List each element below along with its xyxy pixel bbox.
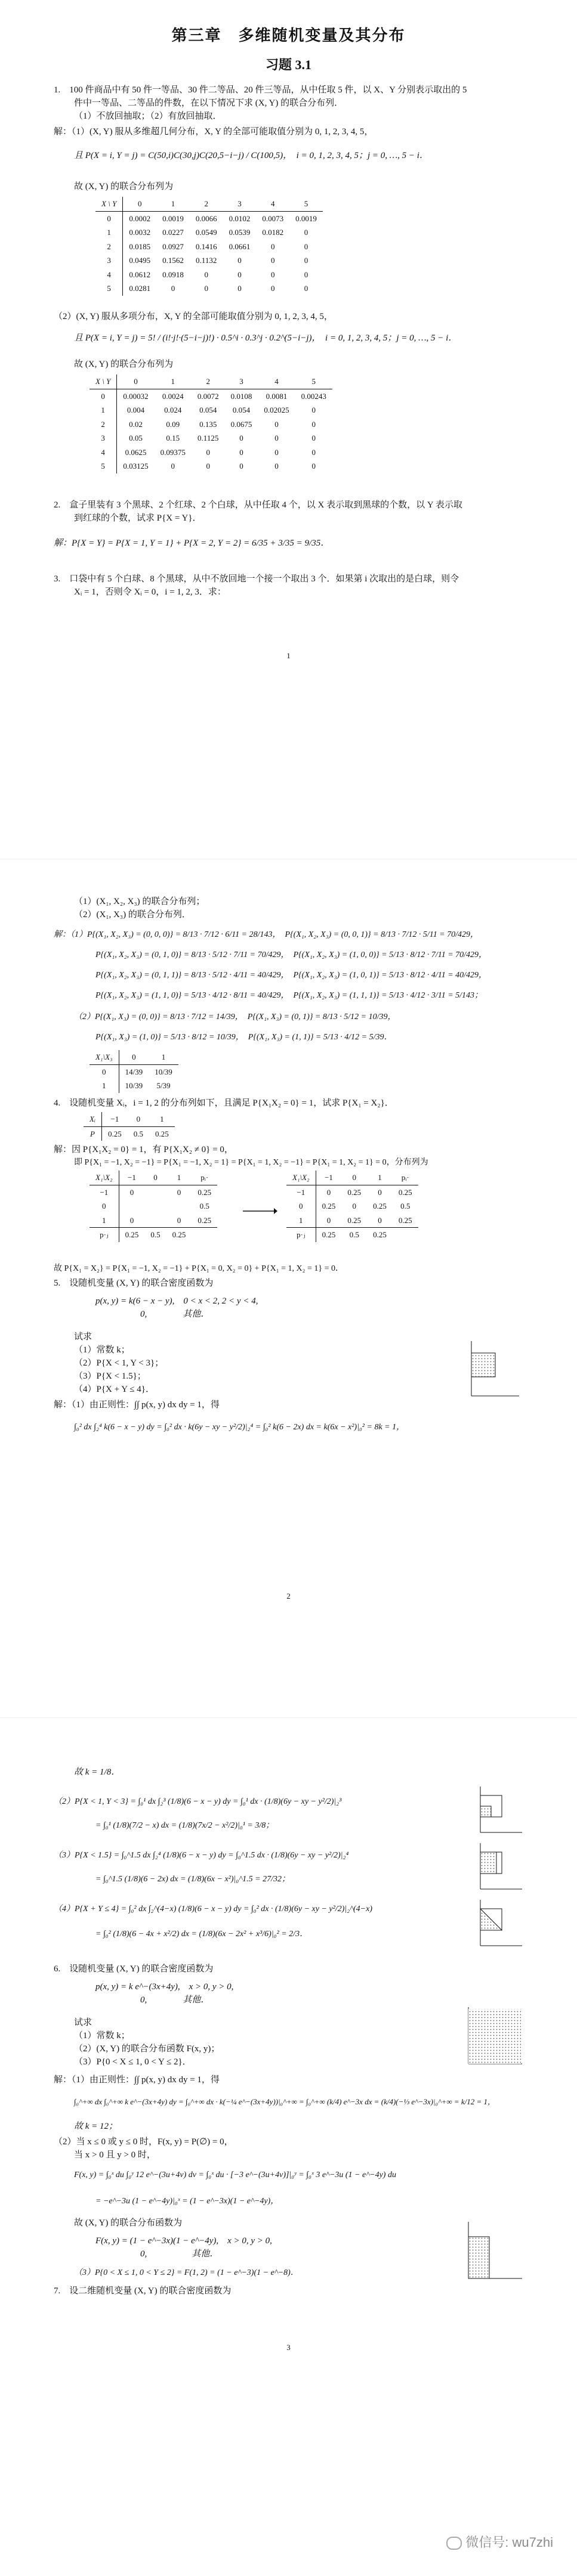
s5-formula: ∫₀² dx ∫₂⁴ k(6 − x − y) dy = ∫₀² dx · k(6y − xy − y²/2)|₂⁴ = ∫₀² k(6 − 2x) dx = k(6x − x²)|₀² = 8k = 1， xyxy=(74,1423,405,1432)
t5-cell: 0.25 xyxy=(398,1187,412,1197)
t5-col: −1 xyxy=(119,1171,144,1185)
t5-cell: 0 xyxy=(177,1187,181,1197)
region-plot-q6-3 xyxy=(459,2219,525,2284)
table2-cell: 0.02 xyxy=(129,419,143,429)
t4-v: 1 xyxy=(149,1112,175,1126)
t5-cell: 0 xyxy=(378,1187,382,1197)
p3-line-1: （3）P{X < 1.5} = ∫₀^1.5 dx ∫₂⁴ (1/8)(6 − x − y) dy = ∫₀^1.5 dx · (1/8)(6y − xy − y²/2)|₂⁴ xyxy=(54,1851,349,1860)
table1-cell: 0.0927 xyxy=(162,242,184,251)
page-number: 1 xyxy=(286,651,291,660)
q3-ask-2: （2）(X₁, X₃) 的联合分布列． xyxy=(74,910,191,919)
table2-cell: 0.00243 xyxy=(301,391,326,401)
table2-cell: 0 xyxy=(206,462,210,470)
wechat-icon xyxy=(446,2537,462,2550)
t2-col: 3 xyxy=(225,374,258,389)
t5-cell xyxy=(144,1213,166,1228)
table1-cell: 0.0185 xyxy=(129,242,151,251)
table2-cell: 0.054 xyxy=(199,405,217,414)
table2-row-head: 5 xyxy=(90,459,117,473)
table2-cell: 0.135 xyxy=(199,419,217,429)
table2-cell: 0 xyxy=(311,405,316,414)
p2-line-2: = ∫₀¹ (1/8)(7/2 − x) dx = (1/8)(7x/2 − x²/2)|₀¹ = 3/8； xyxy=(95,1821,274,1830)
t5-cell: 0.5 xyxy=(400,1202,411,1210)
table2-row-head: 1 xyxy=(90,403,117,417)
q1-text: 1. 100 件商品中有 50 件一等品、30 件二等品、20 件三等品，从中任取 5 件，以 X、Y 分别表示取出的 5 xyxy=(54,85,467,95)
t5-cell: 0.25 xyxy=(322,1202,336,1210)
p4-line-2: = ∫₀² (1/8)(6 − 4x + x²/2) dx = (1/8)(6x − 2x² + x³/6)|₀² = 2/3． xyxy=(95,1930,308,1939)
t5-cell: 0 xyxy=(177,1215,181,1225)
t2-col: 5 xyxy=(295,374,332,389)
q6-a2: （2）(X, Y) 的联合分布函数 F(x, y)； xyxy=(74,2044,220,2054)
q2-text-2: 到红球的个数，试求 P{X = Y}． xyxy=(74,513,202,523)
arrow-icon xyxy=(242,1205,277,1217)
joint-table-x1x2-partial: X₁\X₂ −1 0 1 pᵢ· −1 0 0 0.25 0 0.5 1 0 0 0.25 p·ⱼ 0.25 0.5 0.25 xyxy=(90,1171,217,1242)
table1-cell: 0.0102 xyxy=(229,213,251,223)
t5-row-head: 0 xyxy=(286,1199,316,1213)
t5-cell: 0.25 xyxy=(347,1187,362,1197)
f4: = −e^−3u (1 − e^−4y)|₀ˣ = (1 − e^−3x)(1 − e^−4y)， xyxy=(95,2197,279,2206)
table2-cell: 0.0108 xyxy=(230,391,252,401)
t1-col: 3 xyxy=(223,197,257,211)
q5-text: 5. 设随机变量 (X, Y) 的联合密度函数为 xyxy=(54,1278,214,1288)
t4-p: P xyxy=(84,1126,102,1141)
t4-v: 0 xyxy=(128,1112,149,1126)
q5-a2: （2）P{X < 1, Y < 3}； xyxy=(74,1358,164,1368)
p4-line-1: （4）P{X + Y ≤ 4} = ∫₀² dx ∫₂^(4−x) (1/8)(6 − x − y) dy = ∫₀² dx · (1/8)(6y − xy − y²/2)|₂^(4−x) xyxy=(54,1905,372,1914)
t2-col: 4 xyxy=(258,374,295,389)
t1-corner-y: Y xyxy=(112,199,117,208)
table1-cell: 0.0918 xyxy=(162,270,184,279)
s1-text: 解：（1）(X, Y) 服从多维超几何分布，X, Y 的全部可能取值分别为 0, 1, 2, 3, 4, 5， xyxy=(54,127,374,137)
t5-cx: X₂ xyxy=(302,1173,310,1182)
t5-col: 0 xyxy=(144,1171,166,1185)
region-plot-p4 xyxy=(471,1897,525,1950)
t3-c1: 0 xyxy=(119,1050,149,1064)
table2-cell: 0 xyxy=(239,434,243,442)
t5-rx: X₁ xyxy=(95,1173,103,1182)
dist-table-xi xyxy=(84,1112,175,1141)
s5-text: 解：（1）由正则性：∫∫ p(x, y) dx dy = 1，得 xyxy=(54,1400,220,1410)
chapter-title: 第三章 多维随机变量及其分布 xyxy=(171,27,406,44)
t4-h: Xᵢ xyxy=(84,1112,102,1126)
q3-text-2: Xᵢ = 1，否则令 Xᵢ = 0，i = 1, 2, 3．求： xyxy=(74,587,226,597)
table1-cell: 0 xyxy=(237,270,242,279)
table2-cell: 0 xyxy=(311,462,316,470)
region-plot-q5 xyxy=(459,1336,525,1402)
table1-row-head: 5 xyxy=(95,281,123,296)
joint-table-1: X \ Y 0 1 2 3 4 5 0 0.0002 0.0019 0.0066 0.0102 0.0073 0.0019 1 0.0032 0.0227 0.0549 0.0539 0.0182 0 2 0.0185 0.0927 0.1416 0.0661 0 0 3 0.0495 0.1562 0.1132 0 0 0 4 0.0612 0.0918 0 0 0 0 5 0.0281 0 0 0 0 0 xyxy=(95,197,323,296)
t5-row-head: −1 xyxy=(286,1185,316,1199)
t2-col: 2 xyxy=(192,374,225,389)
t1-corner-x: X xyxy=(101,199,106,208)
table1-cell: 0 xyxy=(237,256,242,265)
t5-row-head: 1 xyxy=(90,1213,119,1228)
t3-v12: 10/39 xyxy=(155,1067,172,1076)
q3-ask-1: （1）(X₁, X₂, X₃) 的联合分布列； xyxy=(74,897,205,906)
k2-value: 故 k = 12； xyxy=(74,2122,118,2131)
q6-formula: p(x, y) = k e^−(3x+4y), x > 0, y > 0, xyxy=(95,1982,234,1992)
t5-col: pᵢ· xyxy=(393,1171,418,1185)
t5-cell: 0 xyxy=(352,1202,356,1210)
table1-row-head: 1 xyxy=(95,225,123,240)
table1-cell: 0 xyxy=(270,256,275,265)
q6-formula-2: 0, 其他． xyxy=(95,1995,210,2005)
page-1 xyxy=(0,0,577,859)
f7: 0, 其他． xyxy=(95,2249,219,2259)
t5-cell: 0.25 xyxy=(198,1187,212,1197)
table2-cell: 0.15 xyxy=(166,434,180,442)
s2-formula: 且 P(X = i, Y = j) = 5! / (i!·j!·(5−i−j)!) · 0.5^i · 0.3^j · 0.2^(5−i−j)， i = 0, 1, 2, 3, 4, 5；j = 0, …, 5 − i． xyxy=(74,333,458,343)
s4b: 即 P{X₁ = −1, X₂ = −1} = P{X₁ = −1, X₂ = 1} = P{X₁ = 1, X₂ = −1} = P{X₁ = 1, X₂ = 1} = 0，分布列为 xyxy=(74,1158,428,1167)
table1-row-head: 4 xyxy=(95,268,123,282)
t5-rx: X₁ xyxy=(292,1173,300,1182)
t5-pjs: 0.25 xyxy=(172,1230,186,1239)
t3-v21: 10/39 xyxy=(125,1081,143,1090)
table1-cell: 0.1132 xyxy=(196,256,217,265)
q6-text: 6. 设随机变量 (X, Y) 的联合密度函数为 xyxy=(54,1964,214,1974)
table1-cell: 0.0661 xyxy=(229,242,251,251)
t4-v: −1 xyxy=(102,1112,128,1126)
s2-table-caption: 故 (X, Y) 的联合分布列为 xyxy=(74,360,174,369)
joint-table-x1x2-full: X₁\X₂ −1 0 1 pᵢ· −1 0 0.25 0 0.25 0 0.25 0 0.25 0.5 1 0 0.25 0 0.25 p·ⱼ 0.25 0.5 0.25 xyxy=(286,1171,418,1242)
table1-cell: 0.0227 xyxy=(162,228,184,237)
table1-cell: 0.0002 xyxy=(129,213,151,223)
t1-col: 5 xyxy=(289,197,323,211)
table2-cell: 0.0081 xyxy=(266,391,288,401)
table2-cell: 0.0072 xyxy=(197,391,219,401)
table2-cell: 0.054 xyxy=(232,405,251,414)
t1-col: 1 xyxy=(156,197,190,211)
q2-text: 2. 盒子里装有 3 个黑球、2 个红球、2 个白球，从中任取 4 个，以 X 表示取到黑球的个数，以 Y 表示取 xyxy=(54,500,462,510)
region-plot-p3 xyxy=(471,1840,525,1894)
t5-cell xyxy=(144,1199,166,1213)
table1-cell: 0 xyxy=(304,228,308,237)
q4-text: 4. 设随机变量 Xᵢ，i = 1, 2 的分布列如下，且满足 P{X₁X₂ = 0} = 1，试求 P{X₁ = X₂}． xyxy=(54,1098,394,1108)
t3-r2: 1 xyxy=(90,1079,119,1093)
t5-col: pᵢ· xyxy=(192,1171,217,1185)
s1-formula: 且 P(X = i, Y = j) = C(50,i)C(30,j)C(20,5−i−j) / C(100,5)， i = 0, 1, 2, 3, 4, 5；j = 0, …, 5 − i． xyxy=(74,151,428,160)
s6-formula: ∫₀^+∞ dx ∫₀^+∞ k e^−(3x+4y) dy = ∫₀^+∞ dx · k(−¼ e^−(3x+4y))|₀^+∞ = ∫₀^+∞ (k/4) e^−3x dx = (k/4)(−⅓ e^−3x)|₀^+∞ = k/12 = 1， xyxy=(74,2097,496,2106)
f8: （3）P{0 < X ≤ 1, 0 < Y ≤ 2} = F(1, 2) = (1 − e^−3)(1 − e^−8)． xyxy=(74,2268,299,2277)
t2-corner-y: Y xyxy=(106,377,111,386)
k-value: 故 k = 1/8． xyxy=(74,1767,121,1777)
region-plot-q6 xyxy=(459,2004,525,2070)
t1-col: 4 xyxy=(256,197,289,211)
page-number: 2 xyxy=(286,1592,291,1600)
table1-cell: 0 xyxy=(204,284,208,293)
s6-text: 解：（1）由正则性：∫∫ p(x, y) dx dy = 1，得 xyxy=(54,2075,220,2085)
q7-text: 7. 设二维随机变量 (X, Y) 的联合密度函数为 xyxy=(54,2286,232,2296)
s4a: 解：因 P{X₁X₂ = 0} = 1，有 P{X₁X₂ ≠ 0} = 0， xyxy=(54,1145,233,1154)
table1-row-head: 0 xyxy=(95,211,123,225)
t5-cell: 0 xyxy=(129,1187,134,1197)
s2-text: （2）(X, Y) 服从多项分布，X, Y 的全部可能取值分别为 0, 1, 2, 3, 4, 5， xyxy=(54,312,333,321)
joint-table-2: X \ Y 0 1 2 3 4 5 0 0.00032 0.0024 0.0072 0.0108 0.0081 0.00243 1 0.004 0.024 0.054 0.054 0.02025 0 2 0.02 0.09 0.135 0.0675 0 0 3 0.05 0.15 0.1125 0 0 0 4 0.0625 0.09375 0 0 0 0 5 0.03125 0 0 0 0 0 xyxy=(90,374,332,473)
table1-cell: 0 xyxy=(171,284,175,293)
t5-col: 1 xyxy=(166,1171,192,1185)
t5-cx: X₂ xyxy=(105,1173,113,1182)
table2-row-head: 2 xyxy=(90,417,117,432)
t5-cell: 0.25 xyxy=(398,1215,412,1225)
table1-cell: 0 xyxy=(270,242,275,251)
marginal-table-x1x3: X₁\X₃ 0 1 0 14/39 10/39 1 10/39 5/39 xyxy=(90,1050,178,1093)
t5-cell: 0 xyxy=(378,1215,382,1225)
table1-cell: 0.0032 xyxy=(129,228,151,237)
table1-cell: 0 xyxy=(304,242,308,251)
table2-cell: 0.05 xyxy=(129,434,143,442)
table2-cell: 0 xyxy=(171,462,175,470)
table2-cell: 0.09375 xyxy=(160,447,186,457)
watermark-text: 微信号: wu7zhi xyxy=(465,2535,553,2550)
page-number: 3 xyxy=(286,2343,291,2352)
table1-row-head: 3 xyxy=(95,253,123,268)
table2-cell: 0.1125 xyxy=(198,434,219,442)
page-2 xyxy=(0,859,577,1718)
table2-cell: 0 xyxy=(311,447,316,457)
f6: F(x, y) = (1 − e^−3x)(1 − e^−4y), x > 0, y > 0, xyxy=(95,2236,272,2246)
table1-cell: 0.0073 xyxy=(262,213,284,223)
table2-cell: 0 xyxy=(311,419,316,429)
t2-col: 0 xyxy=(117,374,155,389)
table2-cell: 0.09 xyxy=(166,419,180,429)
t3-v11: 14/39 xyxy=(125,1067,143,1076)
table2-cell: 0.024 xyxy=(164,405,182,414)
p3-line-2: = ∫₀^1.5 (1/8)(6 − 2x) dx = (1/8)(6x − x²)|₀^1.5 = 27/32； xyxy=(95,1875,290,1884)
q1-text-2: 件中一等品、二等品的件数，在以下情况下求 (X, Y) 的联合分布列． xyxy=(74,98,344,108)
t5-col: 0 xyxy=(341,1171,367,1185)
table1-cell: 0.0066 xyxy=(195,213,217,223)
table1-cell: 0 xyxy=(304,270,308,279)
table1-cell: 0.0019 xyxy=(162,213,184,223)
t5-col: −1 xyxy=(316,1171,341,1185)
t5-pjs: 0.25 xyxy=(373,1230,387,1239)
q5-a4: （4）P{X + Y ≤ 4}． xyxy=(74,1385,155,1394)
t5-col: 1 xyxy=(367,1171,393,1185)
t5-cell: 0.5 xyxy=(199,1202,209,1210)
table2-cell: 0 xyxy=(311,434,316,442)
table1-cell: 0.0549 xyxy=(195,228,217,237)
table1-cell: 0 xyxy=(304,256,308,265)
table2-cell: 0 xyxy=(274,419,279,429)
table2-cell: 0.0024 xyxy=(162,391,184,401)
table2-cell: 0 xyxy=(274,462,279,470)
f2: 当 x > 0 且 y > 0 时， xyxy=(74,2150,156,2160)
e6: P{(X₁, X₃) = (1, 0)} = 5/13 · 8/12 = 10/39， P{(X₁, X₃) = (1, 1)} = 5/13 · 4/12 = 5/39． xyxy=(95,1033,393,1042)
q5-a1: （1）常数 k； xyxy=(74,1345,130,1355)
e4: P{(X₁, X₂, X₃) = (1, 1, 0)} = 5/13 · 4/12 · 8/11 = 40/429， P{(X₁, X₂, X₃) = (1, 1, 1)} = 5/13 · 4/12 · 3/11 = 5/143； xyxy=(95,991,483,1000)
table1-cell: 0.0182 xyxy=(262,228,284,237)
t5-cell: 0 xyxy=(326,1215,331,1225)
table1-cell: 0.0539 xyxy=(229,228,251,237)
e1: 解：（1）P{(X₁, X₂, X₃) = (0, 0, 0)} = 8/13 · 7/12 · 6/11 = 28/143， P{(X₁, X₂, X₃) = (0, 0, 1)} = 8/13 · 7/12 · 5/11 = 70/429， xyxy=(54,930,479,939)
t1-col: 2 xyxy=(190,197,223,211)
table1-cell: 0.0612 xyxy=(129,270,151,279)
table2-cell: 0 xyxy=(206,447,210,457)
q3-text: 3. 口袋中有 5 个白球、8 个黑球，从中不放回地一个接一个取出 3 个．如果第 i 次取出的是白球，则令 xyxy=(54,574,459,584)
t4-ps: 0.25 xyxy=(155,1129,169,1138)
t5-row-head: 1 xyxy=(286,1213,316,1228)
table2-cell: 0 xyxy=(239,462,243,470)
t5-cell: 0.25 xyxy=(373,1202,387,1210)
q6-a1: （1）常数 k； xyxy=(74,2031,130,2041)
p2-line-1: （2）P{X < 1, Y < 3} = ∫₀¹ dx ∫₂³ (1/8)(6 − x − y) dy = ∫₀¹ dx · (1/8)(6y − xy − y²/2)|₂³ xyxy=(54,1797,342,1806)
t5-pjs: 0.25 xyxy=(125,1230,139,1239)
table1-cell: 0.1416 xyxy=(195,242,217,251)
q5-a3: （3）P{X < 1.5}； xyxy=(74,1371,146,1381)
table2-cell: 0.0625 xyxy=(125,447,147,457)
f3: F(x, y) = ∫₀ˣ du ∫₀ʸ 12 e^−(3u+4v) dv = ∫₀ˣ du · [−3 e^−(3u+4v)]|₀ʸ = ∫₀ˣ 3 e^−3u (1 − e^−4y) du xyxy=(74,2171,396,2179)
t5-cell xyxy=(119,1199,144,1213)
s1-table-caption: 故 (X, Y) 的联合分布列为 xyxy=(74,182,174,191)
t5-cell: 0 xyxy=(326,1187,331,1197)
q5-ask: 试求 xyxy=(74,1332,92,1342)
q5-formula: p(x, y) = k(6 − x − y), 0 < x < 2, 2 < y < 4, xyxy=(95,1296,258,1306)
t5-cell: 0.25 xyxy=(198,1215,212,1225)
q6-ask: 试求 xyxy=(74,2018,92,2027)
t5-pj: p·ⱼ xyxy=(286,1228,316,1242)
table2-cell: 0.02025 xyxy=(264,405,289,414)
table2-cell: 0.00032 xyxy=(123,391,149,401)
t3-cx: X₃ xyxy=(105,1052,113,1061)
t3-c2: 1 xyxy=(149,1050,178,1064)
page-3 xyxy=(0,1717,577,2576)
t5-pj: p·ⱼ xyxy=(90,1228,119,1242)
t5-cell: 0.25 xyxy=(347,1215,362,1225)
e3: P{(X₁, X₂, X₃) = (0, 1, 1)} = 8/13 · 5/12 · 4/11 = 40/429， P{(X₁, X₂, X₃) = (1, 0, 1)} = 5/13 · 8/12 · 4/11 = 40/429， xyxy=(95,971,487,980)
f1: （2）当 x ≤ 0 或 y ≤ 0 时，F(x, y) = P(∅) = 0， xyxy=(54,2137,233,2147)
q5-formula-2: 0, 其他． xyxy=(95,1309,210,1319)
table2-cell: 0.004 xyxy=(126,405,145,414)
t3-rx: X₁ xyxy=(95,1052,103,1061)
table1-cell: 0 xyxy=(204,270,208,279)
e2: P{(X₁, X₂, X₃) = (0, 1, 0)} = 8/13 · 5/12 · 7/11 = 70/429， P{(X₁, X₂, X₃) = (1, 0, 0)} = 5/13 · 8/12 · 7/11 = 70/429， xyxy=(95,950,487,959)
t5-pjs: 0.5 xyxy=(349,1230,359,1239)
table1-cell: 0 xyxy=(237,284,242,293)
table1-row-head: 2 xyxy=(95,240,123,254)
t4-ps: 0.25 xyxy=(108,1129,122,1138)
region-plot-p2 xyxy=(471,1784,525,1837)
table1-cell: 0 xyxy=(270,270,275,279)
q1-text-3: （1）不放回抽取；（2）有放回抽取． xyxy=(74,112,222,121)
table1-cell: 0 xyxy=(270,284,275,293)
t5-pjs: 0.25 xyxy=(322,1230,336,1239)
table2-cell: 0.03125 xyxy=(123,462,149,470)
table1-cell: 0 xyxy=(304,284,308,293)
t5-cell xyxy=(144,1185,166,1199)
t3-r1: 0 xyxy=(90,1064,119,1079)
t5-pjs: 0.5 xyxy=(150,1230,161,1239)
t5-cell xyxy=(166,1199,192,1213)
t1-col: 0 xyxy=(123,197,156,211)
s4c: 故 P{X₁ = X₂} = P{X₁ = −1, X₂ = −1} + P{X₁ = 0, X₂ = 0} + P{X₁ = 1, X₂ = 1} = 0． xyxy=(54,1264,344,1273)
section-title: 习题 3.1 xyxy=(265,57,311,72)
s3-formula: 解：P{X = Y} = P{X = 1, Y = 1} + P{X = 2, Y = 2} = 6/35 + 3/35 = 9/35． xyxy=(54,538,330,548)
t5-cell: 0 xyxy=(129,1215,134,1225)
table2-cell: 0 xyxy=(274,447,279,457)
table1-cell: 0.0495 xyxy=(129,256,151,265)
t3-v22: 5/39 xyxy=(156,1081,171,1090)
t4-ps: 0.5 xyxy=(133,1129,143,1138)
q6-a3: （3）P{0 < X ≤ 1, 0 < Y ≤ 2}． xyxy=(74,2057,192,2067)
table1-cell: 0.0019 xyxy=(295,213,317,223)
t2-col: 1 xyxy=(155,374,192,389)
f5: 故 (X, Y) 的联合分布函数为 xyxy=(74,2218,183,2228)
table2-row-head: 3 xyxy=(90,431,117,445)
table2-cell: 0 xyxy=(239,447,243,457)
table1-cell: 0.1562 xyxy=(162,256,184,265)
t5-row-head: −1 xyxy=(90,1185,119,1199)
watermark xyxy=(446,2532,553,2552)
table2-row-head: 0 xyxy=(90,389,117,403)
t2-corner-x: X xyxy=(95,377,100,386)
table2-cell: 0.0675 xyxy=(230,419,252,429)
table1-cell: 0.0281 xyxy=(129,284,151,293)
table2-row-head: 4 xyxy=(90,445,117,460)
table2-cell: 0 xyxy=(274,434,279,442)
t5-row-head: 0 xyxy=(90,1199,119,1213)
e5: （2）P{(X₁, X₃) = (0, 0)} = 8/13 · 7/12 = 14/39， P{(X₁, X₃) = (0, 1)} = 8/13 · 5/12 = 10/39， xyxy=(74,1013,396,1021)
